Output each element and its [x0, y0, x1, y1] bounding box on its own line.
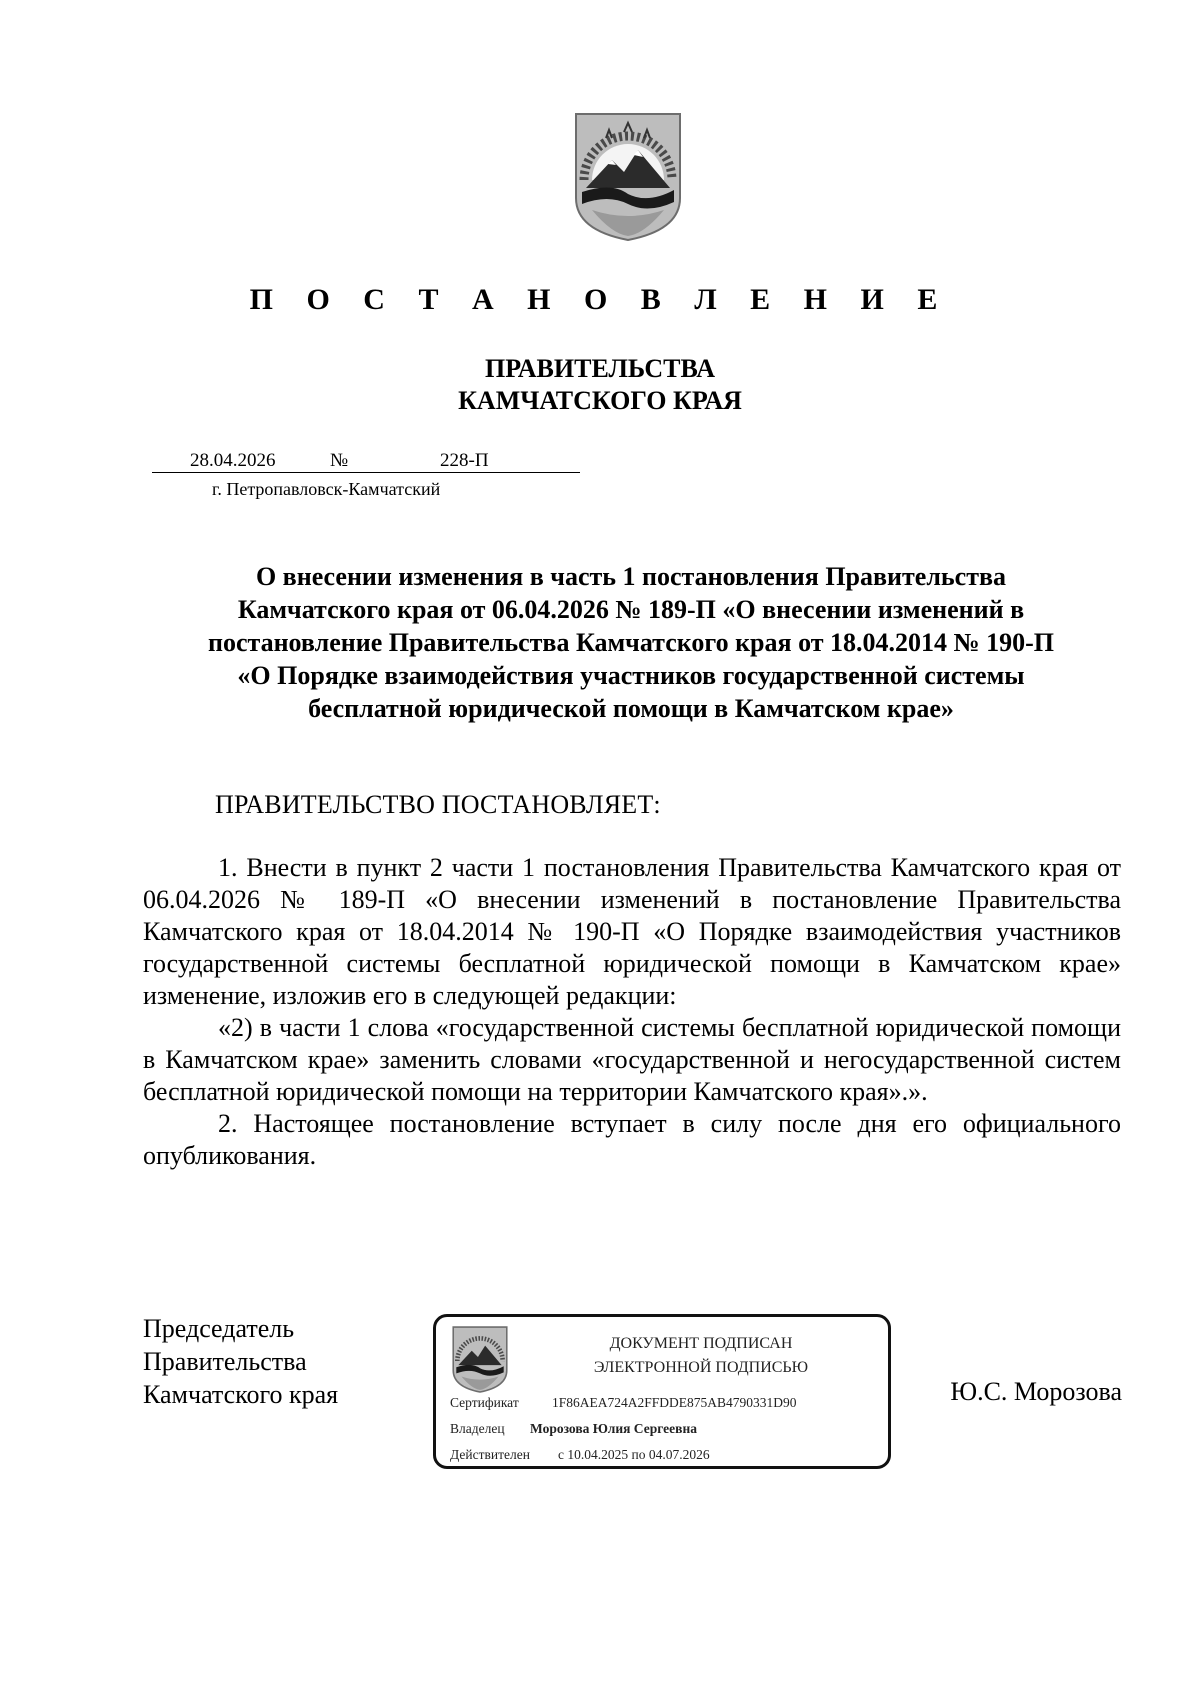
signer-position-line: Камчатского края: [143, 1380, 339, 1409]
signer-position-line: Председатель: [143, 1314, 295, 1343]
title-line: «О Порядке взаимодействия участников государственной системы: [237, 661, 1025, 690]
signer-name: Ю.С. Морозова: [950, 1377, 1122, 1406]
date-number-line: [152, 452, 580, 473]
issuer-line-1: ПРАВИТЕЛЬСТВА: [485, 354, 715, 383]
stamp-header-line-1: ДОКУМЕНТ ПОДПИСАН: [609, 1335, 793, 1352]
electronic-signature-stamp: [433, 1314, 891, 1469]
stamp-validity-row: [450, 1447, 710, 1463]
owner-value: Морозова Юлия Сергеевна: [530, 1421, 697, 1436]
document-body: [143, 852, 1121, 1172]
city: г. Петропавловск-Камчатский: [212, 479, 441, 499]
title-line: постановление Правительства Камчатского края от 18.04.2014 № 190-П: [207, 628, 1055, 657]
number-sign: №: [330, 450, 349, 471]
paragraph: 1. Внести в пункт 2 части 1 постановления Правительства Камчатского края от 06.04.2026 № 189-П «О внесении изменений в постановление Правительства Камчатского края от 18.04.2014 № 190-П «О Порядке взаимодействия участников государственной системы бесплатной юридической помощи в Камчатском крае» изменение, изложив его в следующей редакции:: [143, 853, 1121, 1010]
document-title: [140, 560, 1122, 725]
stamp-owner-row: [450, 1421, 697, 1437]
signer-position-line: Правительства: [143, 1347, 307, 1376]
coat-of-arms-icon: [572, 110, 684, 242]
document-number: 228-П: [440, 450, 489, 471]
document-date: 28.04.2026: [190, 450, 276, 471]
certificate-value: 1F86AEA724A2FFDDE875AB4790331D90: [552, 1395, 797, 1410]
stamp-coat-of-arms-icon: [450, 1325, 510, 1393]
paragraph: 2. Настоящее постановление вступает в силу после дня его официального опубликования.: [143, 1109, 1121, 1170]
validity-value: с 10.04.2025 по 04.07.2026: [558, 1447, 710, 1462]
certificate-label: Сертификат: [450, 1395, 519, 1410]
title-line: бесплатной юридической помощи в Камчатском крае»: [308, 694, 954, 723]
resolves-heading: ПРАВИТЕЛЬСТВО ПОСТАНОВЛЯЕТ:: [215, 790, 661, 819]
stamp-header-line-2: ЭЛЕКТРОННОЙ ПОДПИСЬЮ: [593, 1359, 809, 1376]
owner-label: Владелец: [450, 1421, 505, 1436]
document-type-heading: П О С Т А Н О В Л Е Н И Е: [249, 283, 951, 316]
stamp-certificate-row: [450, 1395, 797, 1411]
validity-label: Действителен: [450, 1447, 530, 1462]
title-line: О внесении изменения в часть 1 постановления Правительства: [255, 562, 1007, 591]
signer-position: [143, 1312, 338, 1411]
paragraph: «2) в части 1 слова «государственной системы бесплатной юридической помощи в Камчатском крае» заменить словами «государственной и негосударственной систем бесплатной юридической помощи на территории Камчатского края».».: [143, 1013, 1121, 1106]
title-line: Камчатского края от 06.04.2026 № 189-П «О внесении изменений в: [237, 595, 1025, 624]
issuer-line-2: КАМЧАТСКОГО КРАЯ: [458, 386, 742, 415]
